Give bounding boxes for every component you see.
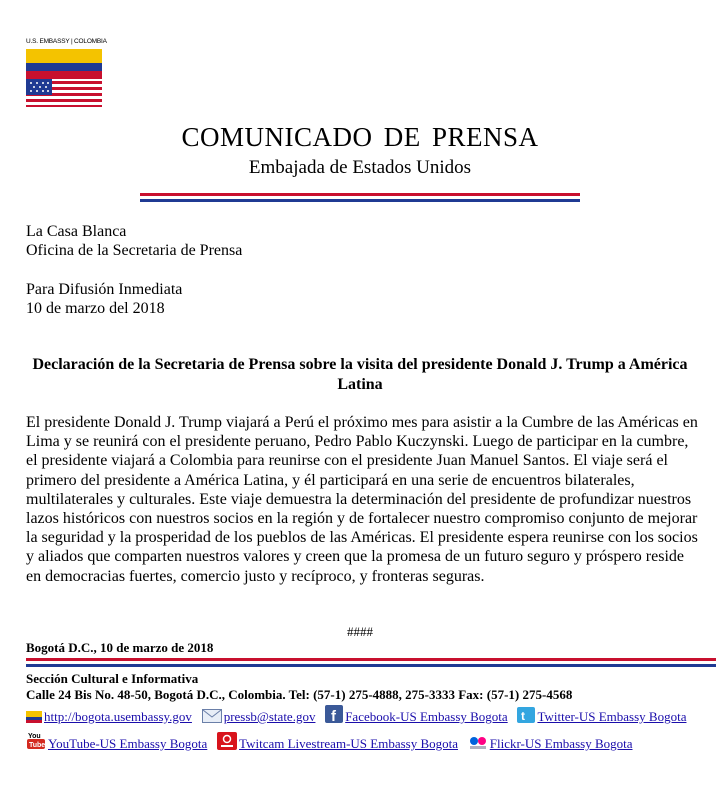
release-line-1: Para Difusión Inmediata bbox=[26, 281, 183, 298]
facebook-icon bbox=[325, 705, 343, 730]
twitcam-link[interactable]: Twitcam Livestream-US Embassy Bogota bbox=[239, 736, 459, 751]
svg-text:f: f bbox=[331, 708, 337, 723]
footer-rule-red bbox=[26, 658, 716, 661]
twitter-link[interactable]: Twitter-US Embassy Bogota bbox=[537, 709, 687, 724]
contact-links bbox=[26, 705, 706, 757]
flag-logo-icon bbox=[26, 49, 102, 107]
release-date: 10 de marzo del 2018 bbox=[26, 300, 165, 317]
email-icon bbox=[202, 708, 222, 730]
logo-text: U.S. EMBASSY | COLOMBIA bbox=[26, 38, 107, 45]
header-rule-red bbox=[140, 193, 580, 196]
facebook-link[interactable]: Facebook-US Embassy Bogota bbox=[345, 709, 508, 724]
section-name: Sección Cultural e Informativa bbox=[26, 671, 199, 686]
statement-heading: Declaración de la Secretaria de Prensa sobre la visita del presidente Donald J. Trump a América Latina bbox=[32, 356, 688, 393]
svg-text:t: t bbox=[521, 709, 526, 723]
twitter-icon bbox=[517, 707, 535, 730]
youtube-icon-label: You bbox=[28, 733, 41, 740]
twitcam-icon bbox=[217, 732, 237, 757]
youtube-icon bbox=[26, 730, 46, 757]
end-mark: #### bbox=[347, 624, 373, 639]
flickr-icon bbox=[468, 735, 488, 757]
email-link[interactable]: pressb@state.gov bbox=[223, 709, 316, 724]
address: Calle 24 Bis No. 48-50, Bogotá D.C., Colombia. Tel: (57-1) 275-4888, 275-3333 Fax: (57-1) 275-4568 bbox=[26, 687, 573, 702]
youtube-link[interactable]: YouTube-US Embassy Bogota bbox=[48, 736, 208, 751]
flickr-link[interactable]: Flickr-US Embassy Bogota bbox=[489, 736, 633, 751]
release-block bbox=[26, 280, 182, 318]
origin-line-2: Oficina de la Secretaria de Prensa bbox=[26, 242, 243, 259]
page-subtitle: Embajada de Estados Unidos bbox=[248, 157, 472, 178]
statement-body: El presidente Donald J. Trump viajará a Perú el próximo mes para asistir a la Cumbre de las Américas en Lima y se reunirá con el presidente peruano, Pedro Pablo Kuczynski. Luego de participar en la cumbre, el presidente viajará a Colombia para reunirse con el presidente Juan Manuel Santos. El viaje será el primero del presidente a América Latina, y él participará en una serie de encuentros bilaterales, multilaterales y culturales. Este viaje demuestra la determinación del presidente de profundizar nuestros lazos históricos con nuestros socios en la región y de fortalecer nuestro compromiso conjunto de mejorar la seguridad y la prosperidad de los pueblos de las Américas. El presidente espera reunirse con los socios y aliados que comparten nuestros valores y creen que la promesa de un futuro seguro y próspero reside en democracias fuertes, comercio justo y recíproco, y fronteras seguras. bbox=[26, 414, 698, 585]
colombia-flag-icon bbox=[26, 708, 42, 730]
origin-line-1: La Casa Blanca bbox=[26, 223, 127, 240]
youtube-icon-label-lower: Tube bbox=[29, 742, 46, 749]
embassy-logo bbox=[26, 38, 107, 112]
page-title: COMUNICADO DE PRENSA bbox=[181, 122, 539, 152]
website-link[interactable]: http://bogota.usembassy.gov bbox=[44, 709, 192, 724]
footer-rule-blue bbox=[26, 664, 716, 667]
origin-block bbox=[26, 222, 242, 260]
header-rule-blue bbox=[140, 199, 580, 202]
dateline: Bogotá D.C., 10 de marzo de 2018 bbox=[26, 640, 214, 655]
